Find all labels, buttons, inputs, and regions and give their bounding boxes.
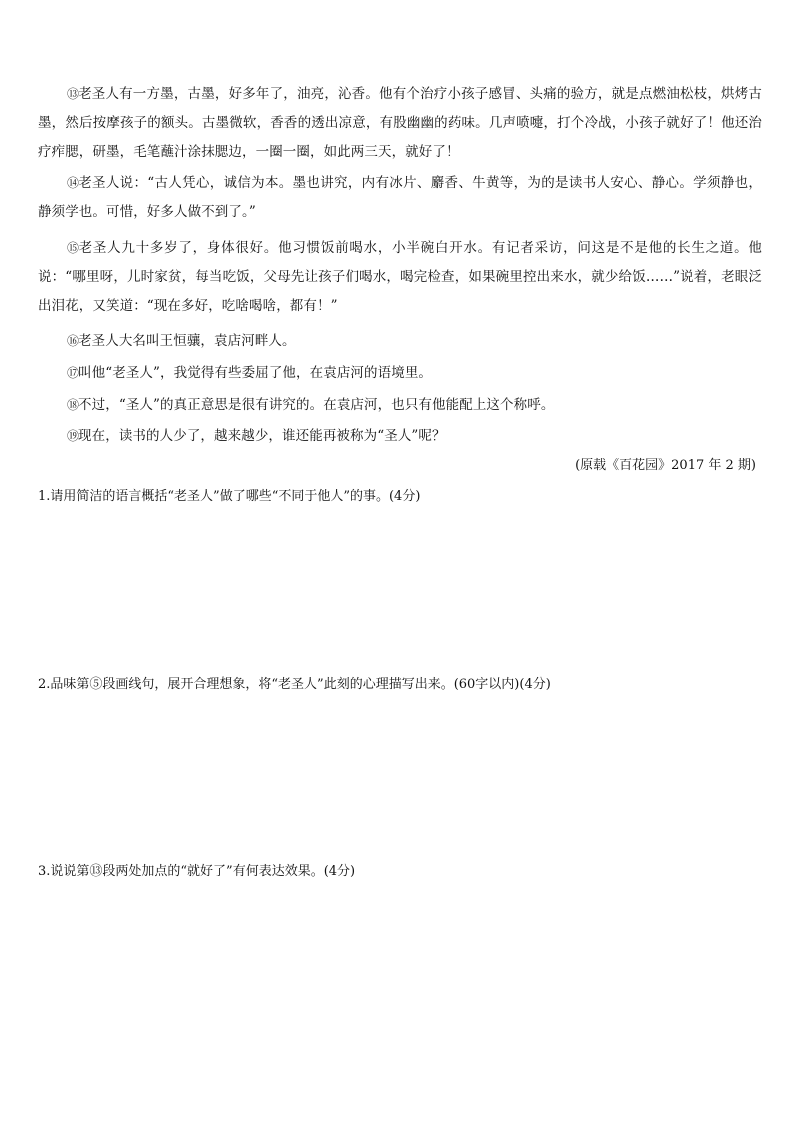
paragraph-number: ⑮ bbox=[67, 241, 79, 255]
paragraph-13 bbox=[38, 80, 762, 167]
paragraph-number: ⑯ bbox=[67, 334, 79, 348]
paragraph-text: 现在，读书的人少了，越来越少，谁还能再被称为“圣人”呢？ bbox=[78, 428, 446, 444]
paragraph-text: 老圣人说：“古人凭心，诚信为本。墨也讲究，内有冰片、麝香、牛黄等，为的是读书人安心、静心。学须静也，静须学也。可惜，好多人做不到了。” bbox=[38, 175, 762, 220]
paragraph-number: ⑬ bbox=[67, 87, 79, 101]
paragraph-text: 老圣人有一方墨，古墨，好多年了，油亮，沁香。他有个治疗小孩子感冒、头痛的验方，就是点燃油松枝，烘烤古墨，然后按摩孩子的额头。古墨微软，香香的透出凉意，有股幽幽的药味。几声喷嚏，打个冷战，小孩子就好了！他还治疗痄腮，研墨，毛笔蘸汁涂抹腮边，一圈一圈，如此两三天，就好了！ bbox=[38, 86, 762, 160]
source-citation: (原载《百花园》2017 年 2 期) bbox=[575, 458, 756, 473]
question-2: 2.品味第⑤段画线句，展开合理想象，将“老圣人”此刻的心理描写出来。(60字以内)(4分) bbox=[38, 677, 551, 692]
question-1: 1.请用简洁的语言概括“老圣人”做了哪些“不同于他人”的事。(4分) bbox=[38, 489, 421, 504]
question-3: 3.说说第⑬段两处加点的“就好了”有何表达效果。(4分) bbox=[38, 864, 356, 879]
paragraph-number: ⑭ bbox=[67, 176, 79, 190]
paragraph-19 bbox=[38, 422, 762, 451]
paragraph-15 bbox=[38, 234, 762, 321]
paragraph-17 bbox=[38, 359, 762, 388]
paragraph-16 bbox=[38, 327, 762, 356]
paragraph-text: 老圣人大名叫王恒骧，袁店河畔人。 bbox=[78, 333, 296, 349]
paragraph-18 bbox=[38, 391, 762, 420]
paragraph-number: ⑰ bbox=[67, 366, 79, 380]
paragraph-14 bbox=[38, 169, 762, 227]
paragraph-text: 老圣人九十多岁了，身体很好。他习惯饭前喝水，小半碗白开水。有记者采访，问这是不是他的长生之道。他说：“哪里呀，儿时家贫，每当吃饭，父母先让孩子们喝水，喝完检查，如果碗里控出来水，就少给饭……”说着，老眼泛出泪花，又笑道：“现在多好，吃啥喝啥，都有！” bbox=[38, 240, 762, 314]
paragraph-number: ⑲ bbox=[67, 429, 79, 443]
paragraph-text: 不过，“圣人”的真正意思是很有讲究的。在袁店河，也只有他能配上这个称呼。 bbox=[78, 397, 555, 413]
paragraph-number: ⑱ bbox=[67, 398, 79, 412]
paragraph-text: 叫他“老圣人”，我觉得有些委屈了他，在袁店河的语境里。 bbox=[78, 365, 433, 381]
